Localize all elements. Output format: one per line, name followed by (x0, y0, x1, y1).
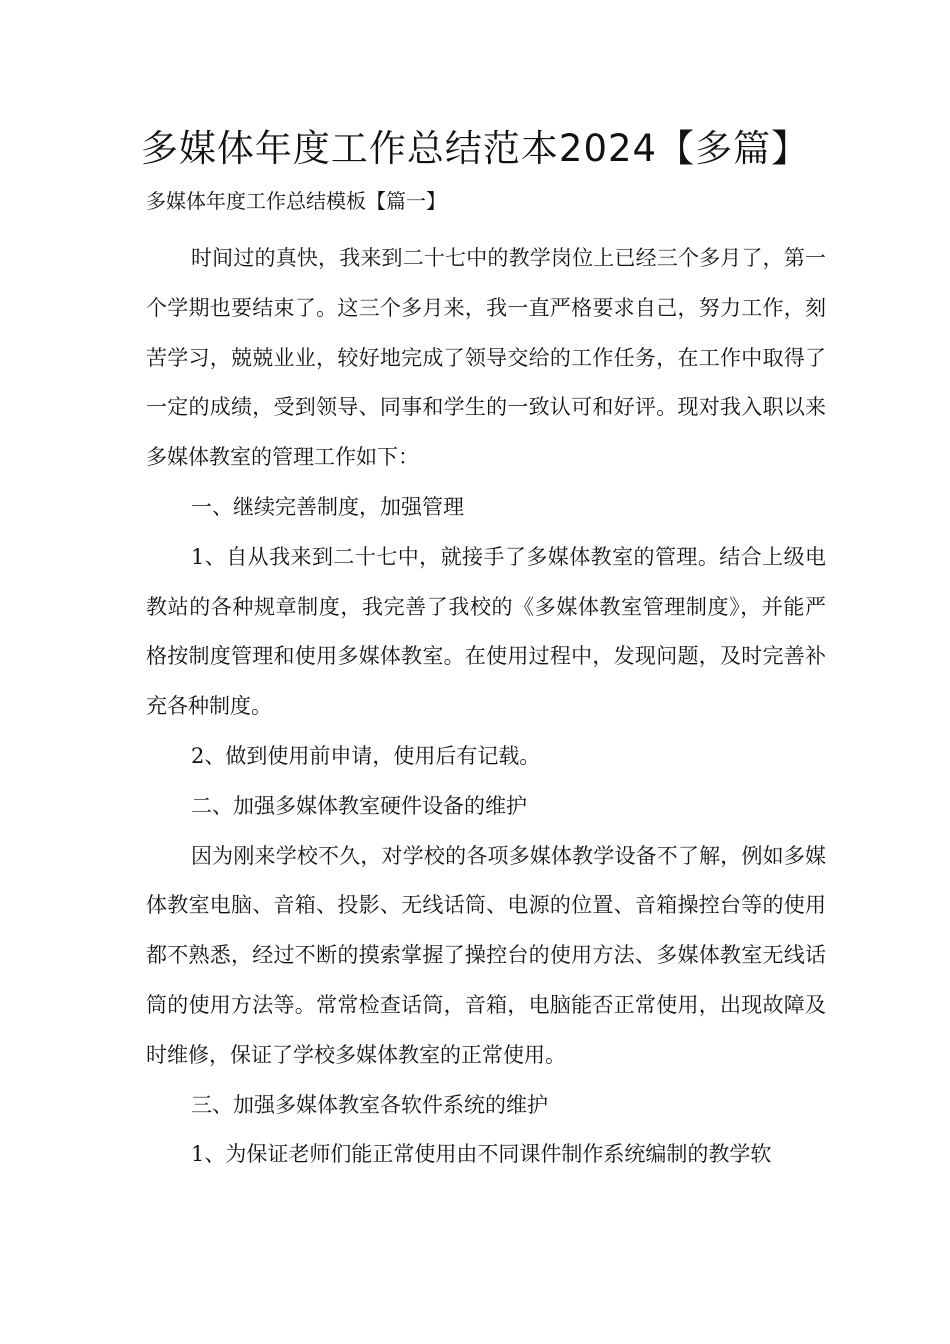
document-title: 多媒体年度工作总结范本2024【多篇】 (140, 127, 810, 170)
paragraph-section-2: 因为刚来学校不久，对学校的各项多媒体教学设备不了解，例如多媒体教室电脑、音箱、投影、无线话筒、电源的位置、音箱操控台等的使用都不熟悉，经过不断的摸索掌握了操控台的使用方法、多媒体教室无线话筒的使用方法等。常常检查话筒，音箱，电脑能否正常使用，出现故障及时维修，保证了学校多媒体教室的正常使用。 (146, 843, 826, 1067)
section-heading-1: 一、继续完善制度，加强管理 (191, 494, 464, 519)
paragraph-item-1-1: 1、自从我来到二十七中，就接手了多媒体教室的管理。结合上级电教站的各种规章制度，我完善了我校的《多媒体教室管理制度》，并能严格按制度管理和使用多媒体教室。在使用过程中，发现问题，及时完善补充各种制度。 (146, 544, 826, 719)
paragraph-intro: 时间过的真快，我来到二十七中的教学岗位上已经三个多月了，第一个学期也要结束了。这三个多月来，我一直严格要求自己，努力工作，刻苦学习，兢兢业业，较好地完成了领导交给的工作任务，在工作中取得了一定的成绩，受到领导、同事和学生的一致认可和好评。现对我入职以来多媒体教室的管理工作如下： (146, 246, 826, 470)
paragraph-item-1-2: 2、做到使用前申请，使用后有记载。 (191, 743, 541, 768)
paragraph-item-3-1: 1、为保证老师们能正常使用由不同课件制作系统编制的教学软 (191, 1142, 772, 1167)
section-heading-3: 三、加强多媒体教室各软件系统的维护 (191, 1092, 548, 1117)
document-body (146, 234, 826, 1180)
document-subtitle: 多媒体年度工作总结模板【篇一】 (146, 189, 446, 213)
section-heading-2: 二、加强多媒体教室硬件设备的维护 (191, 793, 527, 818)
